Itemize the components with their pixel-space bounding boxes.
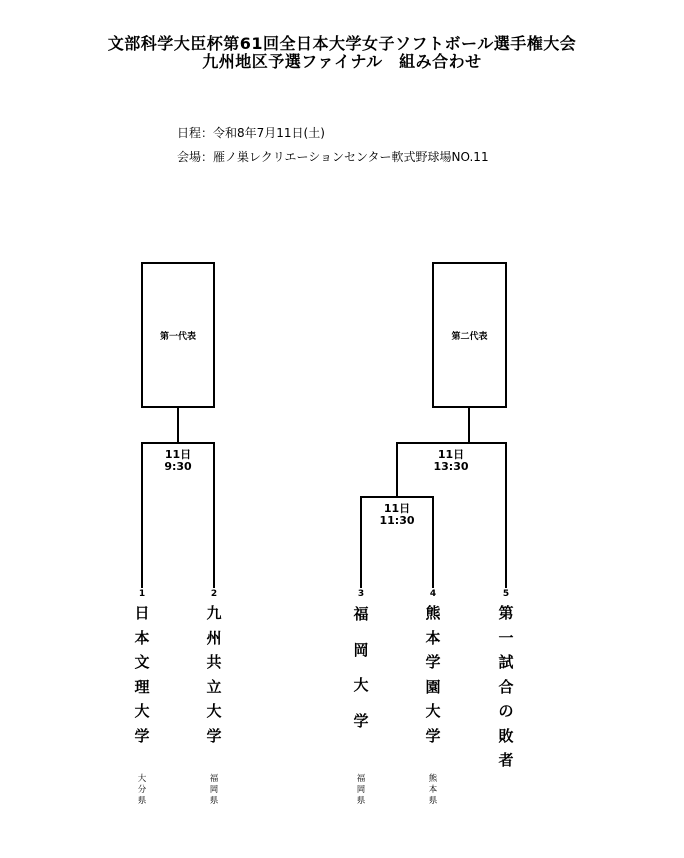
team-number: 2 [210,589,218,599]
second-representative-box [432,262,507,408]
match-time: 11:30 [379,514,415,527]
team-number: 3 [357,589,365,599]
bracket-line [213,442,215,588]
first-representative-box [141,262,215,408]
team-prefecture: 熊 本 県 [428,774,438,806]
second-representative-label: 第二代表 [451,331,488,342]
bracket-line [360,496,434,498]
title-line-1: 文部科学大臣杯第61回全日本大学女子ソフトボール選手権大会 [107,34,577,53]
bracket-line [505,442,507,588]
bracket-line [177,408,179,442]
venue: 会場：雁ノ巣レクリエーションセンター軟式野球場NO.11 [177,150,489,164]
match-time: 13:30 [433,460,469,473]
match-day: 11日 [383,502,411,515]
team-name: 第 一 試 合 の 敗 者 [498,604,514,769]
bracket-line [468,408,470,442]
match-time-3 [416,449,486,473]
match-day: 11日 [164,448,192,461]
team-number: 1 [138,589,146,599]
team-prefecture: 福 岡 県 [209,774,219,806]
team-name: 熊 本 学 園 大 学 [425,604,441,745]
bracket-line [432,496,434,588]
match-time: 9:30 [164,460,192,473]
team-number: 4 [429,589,437,599]
team-name: 福 岡 大 学 [353,605,369,730]
match-time-2 [362,503,432,527]
title-line-2: 九州地区予選ファイナル 組み合わせ [202,52,482,71]
team-prefecture: 福 岡 県 [356,774,366,806]
team-name: 九 州 共 立 大 学 [206,604,222,745]
bracket-line [396,442,507,444]
bracket-line [141,442,215,444]
team-number: 5 [502,589,510,599]
schedule-date: 日程：令和8年7月11日(土) [177,126,325,140]
team-name: 日 本 文 理 大 学 [134,604,150,745]
bracket-line [396,442,398,497]
match-time-1 [143,449,213,473]
first-representative-label: 第一代表 [159,331,196,342]
team-prefecture: 大 分 県 [137,774,147,806]
match-day: 11日 [437,448,465,461]
